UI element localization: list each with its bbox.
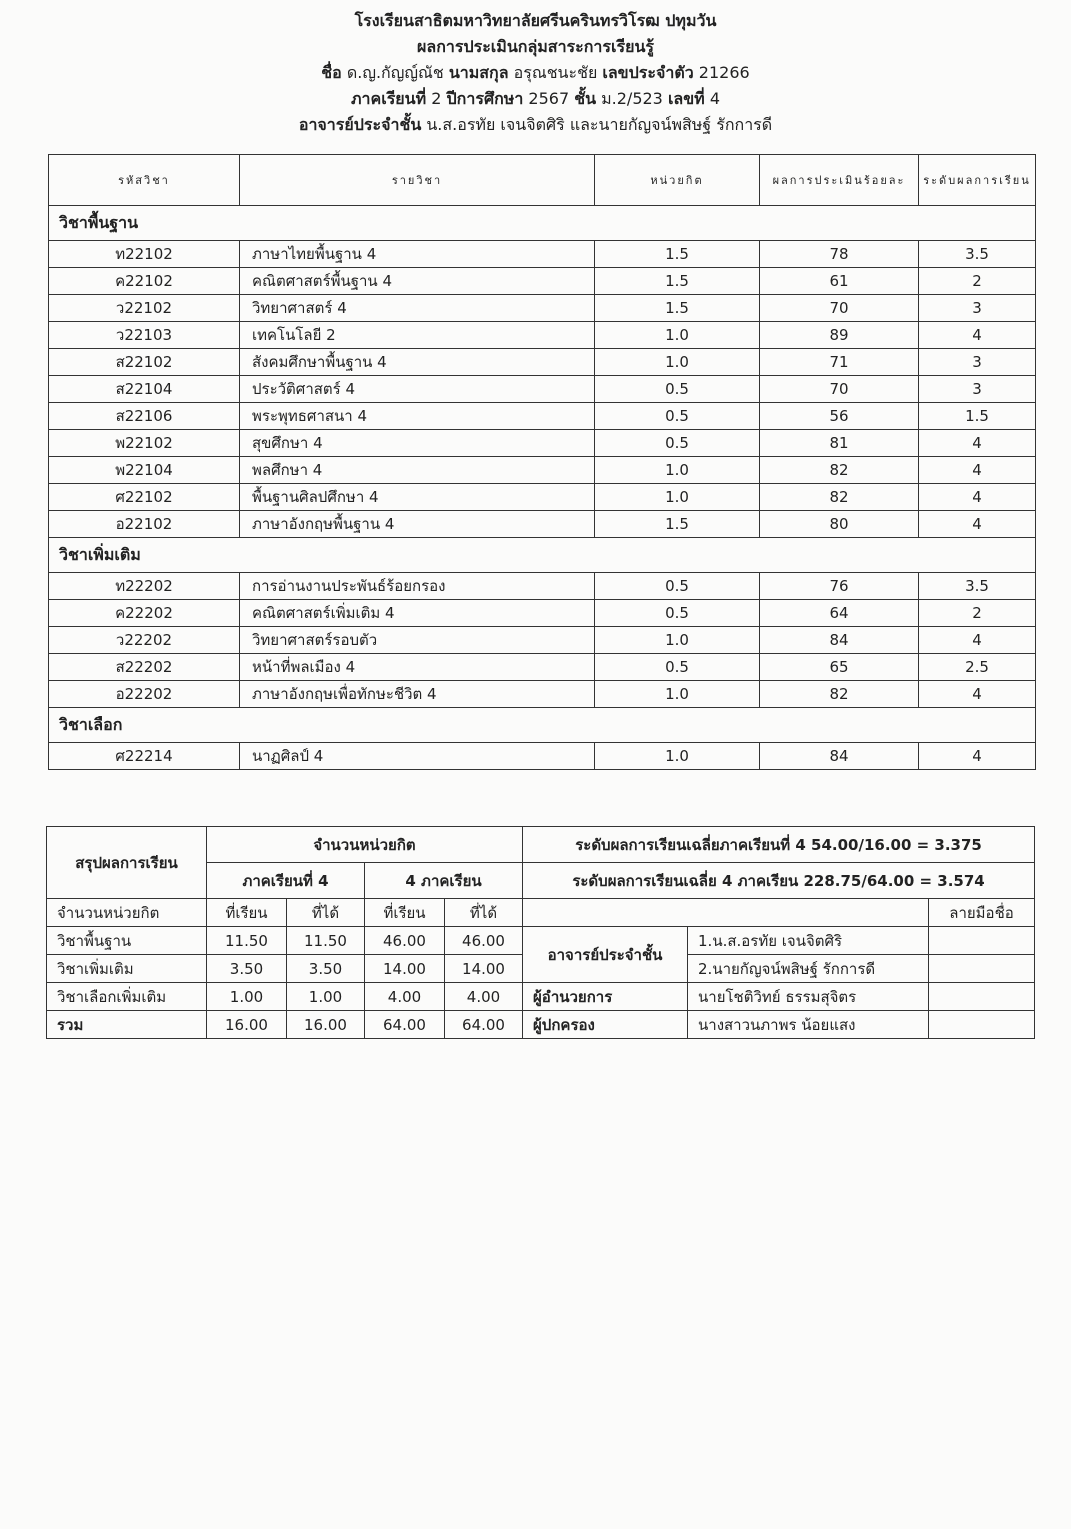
all-terms-header: 4 ภาคเรียน: [365, 863, 523, 899]
subject-code: พ22104: [49, 457, 240, 484]
column-header: รหัสวิชา: [49, 155, 240, 206]
grade-value: 4: [919, 743, 1036, 770]
subject-name: วิทยาศาสตร์รอบตัว: [240, 627, 595, 654]
summary-value: 4.00: [365, 983, 445, 1011]
earned-header: ที่ได้: [445, 899, 523, 927]
subject-code: ส22102: [49, 349, 240, 376]
credits-header: จำนวนหน่วยกิต: [207, 827, 523, 863]
table-row: [49, 241, 1036, 268]
credits-column-label: จำนวนหน่วยกิต: [47, 899, 207, 927]
id-label: เลขประจำตัว: [602, 63, 694, 82]
class-value: ม.2/523: [601, 89, 663, 108]
table-row: [49, 743, 1036, 770]
summary-value: 4.00: [445, 983, 523, 1011]
grade-value: 4: [919, 511, 1036, 538]
summary-value: 14.00: [445, 955, 523, 983]
table-row: [49, 268, 1036, 295]
term-header: ภาคเรียนที่ 4: [207, 863, 365, 899]
table-row: [49, 322, 1036, 349]
table-row: [49, 484, 1036, 511]
table-row: [49, 600, 1036, 627]
credit-value: 1.5: [595, 268, 760, 295]
summary-row-label: วิชาเลือกเพิ่มเติม: [47, 983, 207, 1011]
director-label: ผู้อำนวยการ: [523, 983, 688, 1011]
surname-value: อรุณชนะชัย: [513, 63, 598, 82]
percent-value: 82: [760, 457, 919, 484]
year-label: ปีการศึกษา: [446, 89, 524, 108]
grades-table: [48, 154, 1036, 770]
subject-name: คณิตศาสตร์เพิ่มเติม 4: [240, 600, 595, 627]
summary-value: 64.00: [365, 1011, 445, 1039]
term-line: [0, 86, 1071, 112]
subject-code: พ22102: [49, 430, 240, 457]
table-row: [49, 403, 1036, 430]
subject-name: การอ่านงานประพันธ์ร้อยกรอง: [240, 573, 595, 600]
term-label: ภาคเรียนที่: [350, 89, 427, 108]
advisor-signer-label: อาจารย์ประจำชั้น: [523, 927, 688, 983]
section-row: [49, 538, 1036, 573]
student-line: [0, 60, 1071, 86]
credit-value: 1.5: [595, 295, 760, 322]
signature-header: ลายมือชื่อ: [929, 899, 1035, 927]
section-row: [49, 708, 1036, 743]
table-row: [49, 681, 1036, 708]
term-value: 2: [431, 89, 442, 108]
percent-value: 84: [760, 627, 919, 654]
subject-code: ศ22102: [49, 484, 240, 511]
number-value: 4: [709, 89, 720, 108]
percent-value: 82: [760, 484, 919, 511]
summary-value: 64.00: [445, 1011, 523, 1039]
subject-code: อ22102: [49, 511, 240, 538]
subject-code: ค22102: [49, 268, 240, 295]
credit-value: 1.0: [595, 681, 760, 708]
director-name: นายโชติวิทย์ ธรรมสุจิตร: [688, 983, 929, 1011]
column-header: รายวิชา: [240, 155, 595, 206]
studied-header: ที่เรียน: [365, 899, 445, 927]
subject-name: พระพุทธศาสนา 4: [240, 403, 595, 430]
name-label: ชื่อ: [321, 63, 342, 82]
summary-table: [46, 826, 1035, 1039]
table-row: [49, 295, 1036, 322]
credit-value: 1.5: [595, 241, 760, 268]
credit-value: 1.5: [595, 511, 760, 538]
subject-code: ท22202: [49, 573, 240, 600]
name-value: ด.ญ.กัญญ์ณัช: [346, 63, 444, 82]
subject-code: ค22202: [49, 600, 240, 627]
grades-header-row: [49, 155, 1036, 206]
percent-value: 56: [760, 403, 919, 430]
credit-value: 0.5: [595, 573, 760, 600]
subject-name: นาฏศิลป์ 4: [240, 743, 595, 770]
number-label: เลขที่: [667, 89, 705, 108]
grade-value: 2: [919, 600, 1036, 627]
grade-value: 2.5: [919, 654, 1036, 681]
percent-value: 89: [760, 322, 919, 349]
summary-value: 3.50: [207, 955, 287, 983]
credit-value: 1.0: [595, 484, 760, 511]
summary-value: 1.00: [287, 983, 365, 1011]
document-header: [0, 8, 1071, 138]
grade-value: 4: [919, 430, 1036, 457]
percent-value: 84: [760, 743, 919, 770]
grade-value: 1.5: [919, 403, 1036, 430]
section-title: วิชาเลือก: [49, 708, 1036, 743]
table-row: [49, 654, 1036, 681]
studied-header: ที่เรียน: [207, 899, 287, 927]
signature-box: [929, 955, 1035, 983]
summary-row-label: วิชาพื้นฐาน: [47, 927, 207, 955]
credit-value: 0.5: [595, 654, 760, 681]
subject-code: ท22102: [49, 241, 240, 268]
credit-value: 1.0: [595, 457, 760, 484]
credit-value: 0.5: [595, 430, 760, 457]
subject-name: ภาษาอังกฤษเพื่อทักษะชีวิต 4: [240, 681, 595, 708]
grade-value: 3: [919, 349, 1036, 376]
subject-name: หน้าที่พลเมือง 4: [240, 654, 595, 681]
credit-value: 0.5: [595, 403, 760, 430]
grade-value: 4: [919, 322, 1036, 349]
section-title: วิชาเพิ่มเติม: [49, 538, 1036, 573]
earned-header: ที่ได้: [287, 899, 365, 927]
subject-name: เทคโนโลยี 2: [240, 322, 595, 349]
percent-value: 64: [760, 600, 919, 627]
subject-name: สังคมศึกษาพื้นฐาน 4: [240, 349, 595, 376]
subject-code: ศ22214: [49, 743, 240, 770]
table-row: [49, 457, 1036, 484]
advisor-line: [0, 112, 1071, 138]
subject-name: วิทยาศาสตร์ 4: [240, 295, 595, 322]
percent-value: 65: [760, 654, 919, 681]
subject-code: อ22202: [49, 681, 240, 708]
gpa-term: ระดับผลการเรียนเฉลี่ยภาคเรียนที่ 4 54.00/16.00 = 3.375: [523, 827, 1035, 863]
document-title: ผลการประเมินกลุ่มสาระการเรียนรู้: [417, 37, 654, 56]
summary-row-label: รวม: [47, 1011, 207, 1039]
grade-value: 4: [919, 627, 1036, 654]
subject-name: คณิตศาสตร์พื้นฐาน 4: [240, 268, 595, 295]
credit-value: 0.5: [595, 600, 760, 627]
grade-value: 2: [919, 268, 1036, 295]
table-row: [49, 430, 1036, 457]
percent-value: 70: [760, 376, 919, 403]
summary-value: 1.00: [207, 983, 287, 1011]
percent-value: 76: [760, 573, 919, 600]
surname-label: นามสกุล: [448, 63, 509, 82]
column-header: ผลการประเมินร้อยละ: [760, 155, 919, 206]
table-row: [49, 573, 1036, 600]
gpa-all: ระดับผลการเรียนเฉลี่ย 4 ภาคเรียน 228.75/64.00 = 3.574: [523, 863, 1035, 899]
grade-value: 3: [919, 295, 1036, 322]
section-row: [49, 206, 1036, 241]
subject-name: พื้นฐานศิลปศึกษา 4: [240, 484, 595, 511]
subject-code: ว22202: [49, 627, 240, 654]
percent-value: 70: [760, 295, 919, 322]
subject-name: ภาษาอังกฤษพื้นฐาน 4: [240, 511, 595, 538]
column-header: หน่วยกิต: [595, 155, 760, 206]
table-row: [49, 511, 1036, 538]
percent-value: 78: [760, 241, 919, 268]
signature-box: [929, 983, 1035, 1011]
table-row: [49, 349, 1036, 376]
advisor-2: 2.นายกัญจน์พสิษฐ์ รักการดี: [688, 955, 929, 983]
table-row: [49, 376, 1036, 403]
advisor-label: อาจารย์ประจำชั้น: [298, 115, 422, 134]
school-name: โรงเรียนสาธิตมหาวิทยาลัยศรีนครินทรวิโรฒ ปทุมวัน: [354, 11, 717, 30]
percent-value: 81: [760, 430, 919, 457]
grade-value: 3.5: [919, 241, 1036, 268]
summary-value: 16.00: [207, 1011, 287, 1039]
summary-value: 3.50: [287, 955, 365, 983]
grade-value: 4: [919, 484, 1036, 511]
id-value: 21266: [698, 63, 750, 82]
table-row: [49, 627, 1036, 654]
blank-cell: [523, 899, 929, 927]
guardian-label: ผู้ปกครอง: [523, 1011, 688, 1039]
class-label: ชั้น: [574, 89, 597, 108]
year-value: 2567: [528, 89, 570, 108]
credit-value: 1.0: [595, 322, 760, 349]
guardian-name: นางสาวนภาพร น้อยแสง: [688, 1011, 929, 1039]
grades-body: [49, 206, 1036, 770]
advisor-value: น.ส.อรทัย เจนจิตศิริ และนายกัญจน์พสิษฐ์ รักการดี: [426, 115, 773, 134]
grade-value: 4: [919, 681, 1036, 708]
column-header: ระดับผลการเรียน: [919, 155, 1036, 206]
credit-value: 1.0: [595, 627, 760, 654]
subject-code: ส22202: [49, 654, 240, 681]
credit-value: 0.5: [595, 376, 760, 403]
credit-value: 1.0: [595, 743, 760, 770]
signature-box: [929, 927, 1035, 955]
summary-row-label: วิชาเพิ่มเติม: [47, 955, 207, 983]
subject-name: พลศึกษา 4: [240, 457, 595, 484]
percent-value: 71: [760, 349, 919, 376]
summary-value: 14.00: [365, 955, 445, 983]
summary-value: 46.00: [365, 927, 445, 955]
subject-code: ส22104: [49, 376, 240, 403]
grade-value: 4: [919, 457, 1036, 484]
percent-value: 80: [760, 511, 919, 538]
summary-title: สรุปผลการเรียน: [47, 827, 207, 899]
credit-value: 1.0: [595, 349, 760, 376]
percent-value: 61: [760, 268, 919, 295]
signature-box: [929, 1011, 1035, 1039]
summary-value: 16.00: [287, 1011, 365, 1039]
grade-value: 3: [919, 376, 1036, 403]
summary-value: 11.50: [207, 927, 287, 955]
summary-value: 11.50: [287, 927, 365, 955]
subject-code: ว22103: [49, 322, 240, 349]
subject-name: ภาษาไทยพื้นฐาน 4: [240, 241, 595, 268]
subject-name: สุขศึกษา 4: [240, 430, 595, 457]
section-title: วิชาพื้นฐาน: [49, 206, 1036, 241]
subject-name: ประวัติศาสตร์ 4: [240, 376, 595, 403]
advisor-1: 1.น.ส.อรทัย เจนจิตศิริ: [688, 927, 929, 955]
subject-code: ส22106: [49, 403, 240, 430]
grade-value: 3.5: [919, 573, 1036, 600]
subject-code: ว22102: [49, 295, 240, 322]
summary-value: 46.00: [445, 927, 523, 955]
percent-value: 82: [760, 681, 919, 708]
